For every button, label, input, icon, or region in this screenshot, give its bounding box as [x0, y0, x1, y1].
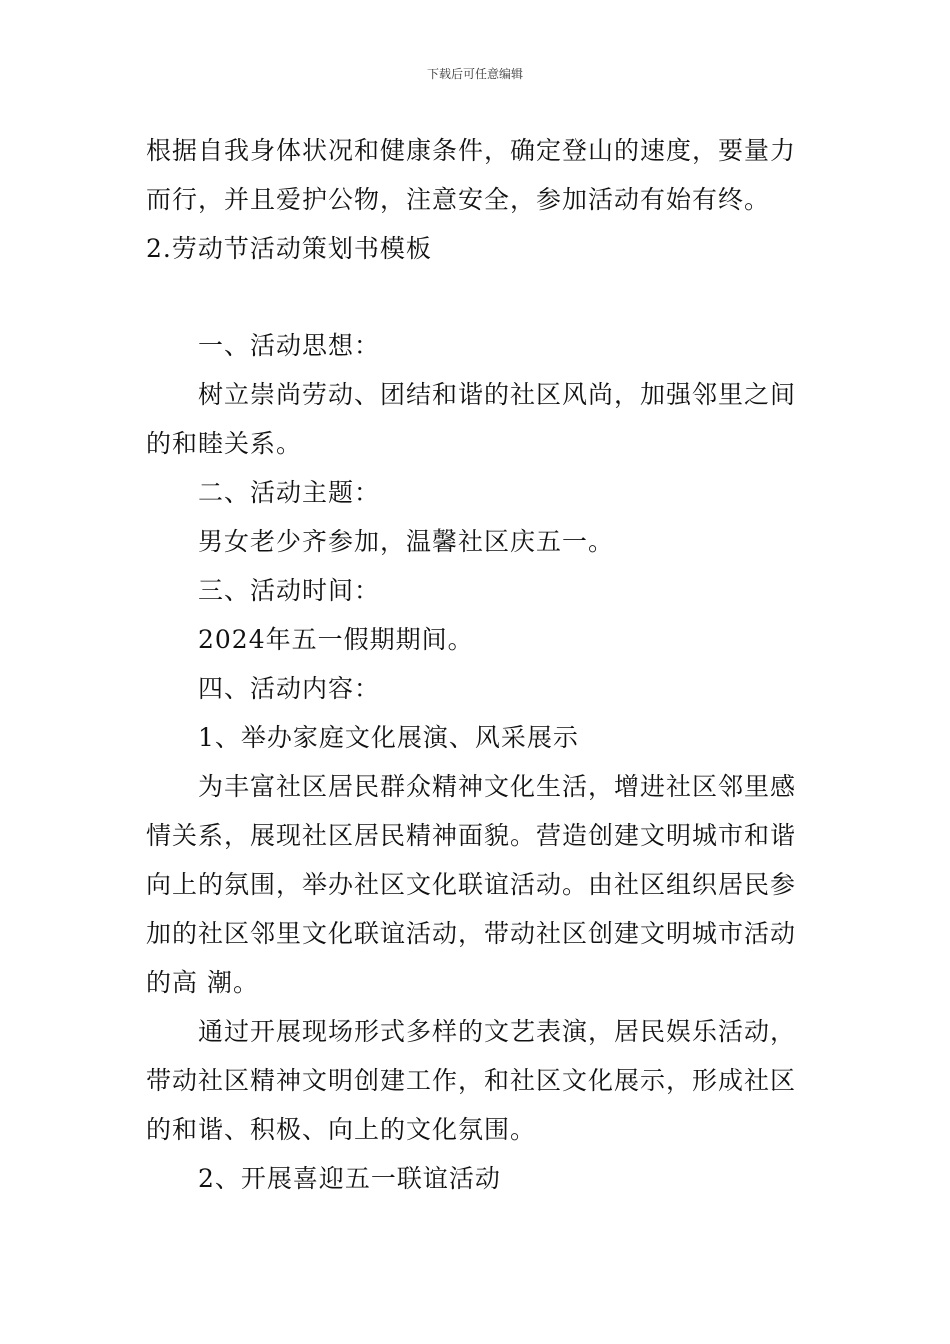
section-heading: 2.劳动节活动策划书模板 [146, 234, 432, 263]
text-line: 树立崇尚劳动、团结和谐的社区风尚，加强邻里之间 [198, 380, 797, 409]
text-line: 根据自我身体状况和健康条件，确定登山的速度，要量力 [146, 136, 797, 165]
list-item-heading: 2、开展喜迎五一联谊活动 [198, 1164, 501, 1193]
list-item-heading: 1、举办家庭文化展演、风采展示 [198, 723, 579, 752]
text-line: 的高 潮。 [146, 968, 259, 997]
text-line: 2024年五一假期期间。 [198, 625, 474, 654]
text-line: 带动社区精神文明创建工作，和社区文化展示，形成社区 [146, 1066, 797, 1095]
text-line: 通过开展现场形式多样的文艺表演，居民娱乐活动， [198, 1017, 797, 1046]
subheading-thought: 一、活动思想： [198, 331, 381, 360]
document-body [146, 126, 810, 1203]
subheading-theme: 二、活动主题： [198, 478, 381, 507]
text-line: 向上的氛围，举办社区文化联谊活动。由社区组织居民参 [146, 870, 797, 899]
text-line: 加的社区邻里文化联谊活动，带动社区创建文明城市活动 [146, 919, 797, 948]
text-line: 而行，并且爱护公物，注意安全，参加活动有始有终。 [146, 185, 771, 214]
subheading-content: 四、活动内容： [198, 674, 381, 703]
text-line: 的和睦关系。 [146, 429, 303, 458]
subheading-time: 三、活动时间： [198, 576, 381, 605]
text-line: 男女老少齐参加，温馨社区庆五一。 [198, 527, 615, 556]
text-line: 为丰富社区居民群众精神文化生活，增进社区邻里感 [198, 772, 797, 801]
page-header-note: 下载后可任意编辑 [426, 67, 523, 81]
blank-spacer [146, 273, 810, 321]
text-line: 的和谐、积极、向上的文化氛围。 [146, 1115, 537, 1144]
text-line: 情关系，展现社区居民精神面貌。营造创建文明城市和谐 [146, 821, 797, 850]
